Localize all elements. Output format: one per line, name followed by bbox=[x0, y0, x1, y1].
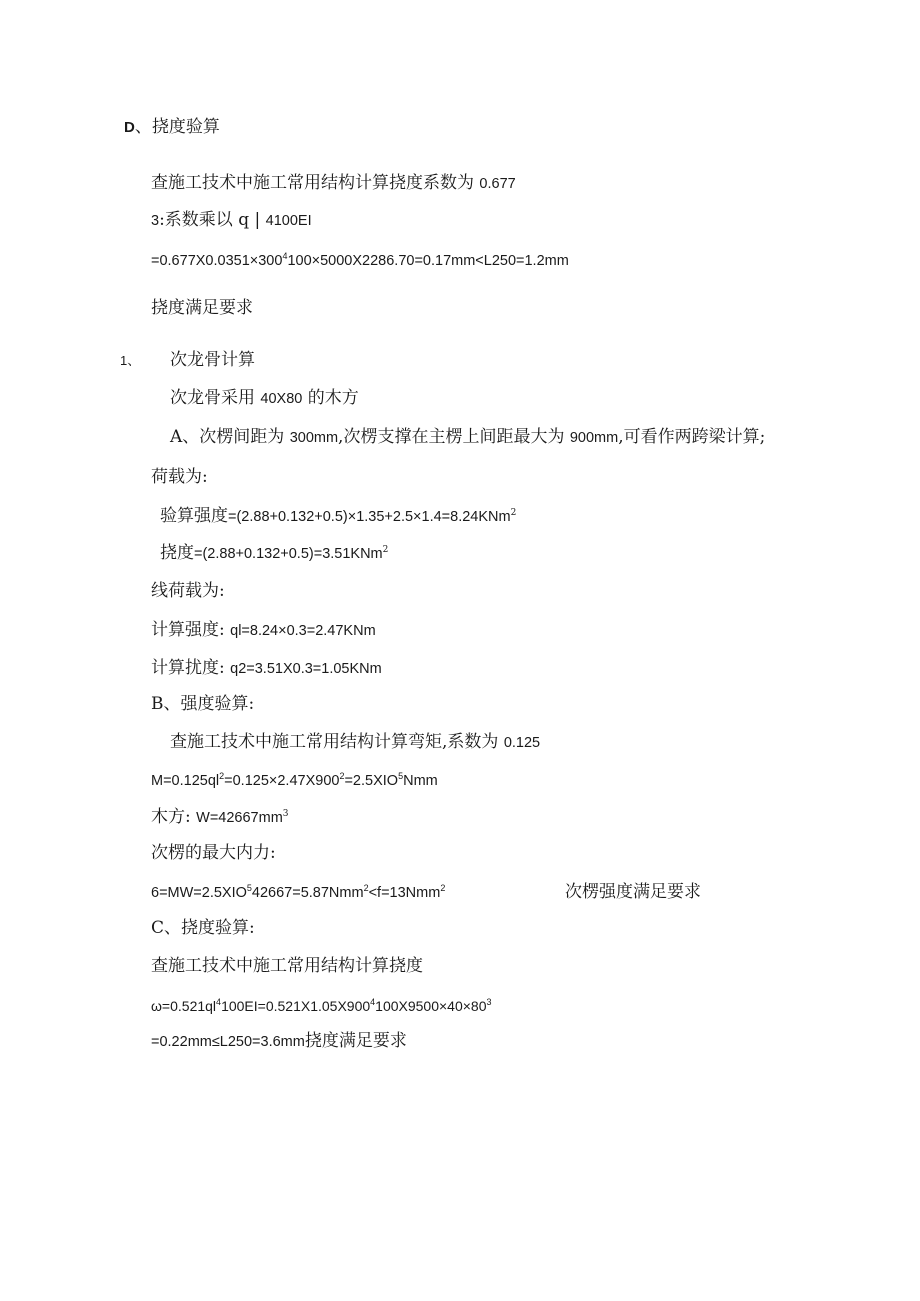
section-d-conclusion: 挠度满足要求 bbox=[151, 298, 253, 318]
section-d-title: 、挠度验算 bbox=[134, 117, 220, 137]
section-1-title: 次龙骨计算 bbox=[170, 350, 255, 370]
strength-formula: =(2.88+0.132+0.5)×1.35+2.5×1.4=8.24KNm bbox=[228, 509, 511, 525]
moment-formula bbox=[151, 771, 438, 789]
c-text: 查施工技术中施工常用结构计算挠度 bbox=[151, 956, 423, 976]
m-c: =2.5XIO bbox=[344, 773, 399, 789]
section-d-formula-a: =0.677X0.0351×300 bbox=[151, 253, 283, 269]
stress-sup2: 2 bbox=[363, 883, 369, 893]
stress-a: 6=MW=2.5XIO bbox=[151, 885, 247, 901]
final-conclusion: 挠度满足要求 bbox=[304, 1031, 407, 1051]
deflect-label: 挠度 bbox=[160, 543, 194, 563]
b-label: B、强度验算: bbox=[151, 694, 255, 714]
a-num1: 300mm bbox=[289, 430, 339, 446]
section-d-heading bbox=[124, 119, 220, 136]
desc-prefix: 次龙骨采用 bbox=[170, 388, 255, 408]
m-a: M=0.125ql bbox=[151, 773, 220, 789]
section-d-line1-num: 0.677 bbox=[479, 176, 516, 192]
omega-a: ω=0.521ql bbox=[151, 998, 217, 1014]
stress-sup3: 2 bbox=[440, 883, 446, 893]
b-text: 查施工技术中施工常用结构计算弯矩,系数为 bbox=[170, 732, 499, 752]
final-formula: =0.22mm≤L250=3.6mm bbox=[151, 1034, 305, 1050]
m-d: Nmm bbox=[403, 773, 438, 789]
omega-sup3: 3 bbox=[486, 997, 492, 1007]
stress-conclusion: 次楞强度满足要求 bbox=[565, 882, 701, 902]
omega-b: 100EI=0.521X1.05X900 bbox=[221, 998, 371, 1014]
strength-sup: 2 bbox=[510, 508, 517, 518]
stress-c: <f=13Nmm bbox=[368, 885, 441, 901]
calc-strength-line bbox=[151, 622, 376, 639]
section-d-line2-prefix: 3 bbox=[151, 213, 160, 229]
b-text-line bbox=[170, 734, 540, 751]
strength-line bbox=[160, 508, 516, 525]
strength-label: 验算强度 bbox=[160, 506, 228, 526]
m-b: =0.125×2.47X900 bbox=[224, 773, 340, 789]
omega-c: 100X9500×40×80 bbox=[375, 998, 487, 1014]
deflect-formula: =(2.88+0.132+0.5)=3.51KNm bbox=[194, 546, 383, 562]
a-num2: 900mm bbox=[569, 430, 619, 446]
calc-strength-formula: ql=8.24×0.3=2.47KNm bbox=[230, 623, 376, 639]
omega-sup1: 4 bbox=[216, 997, 222, 1007]
wood-line bbox=[151, 809, 289, 826]
deflect-sup: 2 bbox=[382, 545, 389, 555]
section-d-line2 bbox=[151, 212, 312, 229]
load-label: 荷载为: bbox=[151, 467, 208, 487]
calc-deflect-label: 计算扰度: bbox=[151, 658, 225, 678]
section-d-line2-text: :系数乘以 q bbox=[159, 210, 250, 230]
section-d-marker: D bbox=[124, 119, 135, 136]
section-d-formula-b: 100×5000X2286.70=0.17mm<L250=1.2mm bbox=[287, 253, 569, 269]
deflect-line bbox=[160, 545, 388, 562]
line-load-label: 线荷载为: bbox=[151, 581, 225, 601]
c-label: C、挠度验算: bbox=[151, 918, 255, 938]
omega-sup2: 4 bbox=[370, 997, 376, 1007]
desc-num: 40X80 bbox=[260, 391, 303, 407]
stress-sup1: 5 bbox=[246, 883, 252, 893]
section-a-line bbox=[170, 429, 765, 446]
section-1-number: 1、 bbox=[120, 353, 141, 368]
section-1-desc bbox=[170, 390, 359, 407]
final-line bbox=[151, 1033, 407, 1050]
stress-b: 42667=5.87Nmm bbox=[251, 885, 364, 901]
calc-deflect-formula: q2=3.51X0.3=1.05KNm bbox=[230, 661, 382, 677]
calc-deflect-line bbox=[151, 660, 382, 677]
section-d-formula-sup: 4 bbox=[282, 251, 288, 261]
wood-formula: W=42667mm bbox=[196, 810, 283, 826]
section-d-line1-text: 查施工技术中施工常用结构计算挠度系数为 bbox=[151, 173, 474, 193]
m-sup2: 2 bbox=[339, 771, 345, 781]
a-mid: ,次楞支撑在主楞上间距最大为 bbox=[338, 427, 565, 447]
stress-formula bbox=[151, 883, 446, 901]
wood-sup: 3 bbox=[282, 809, 289, 819]
section-d-line2-bar: | bbox=[254, 210, 261, 230]
section-d-line2-num: 4100EI bbox=[265, 213, 312, 229]
a-suffix: ,可看作两跨梁计算; bbox=[618, 427, 766, 447]
max-force-label: 次楞的最大内力: bbox=[151, 843, 276, 863]
desc-suffix: 的木方 bbox=[307, 388, 359, 408]
wood-label: 木方: bbox=[151, 807, 191, 827]
calc-strength-label: 计算强度: bbox=[151, 620, 225, 640]
m-sup1: 2 bbox=[219, 771, 225, 781]
omega-formula bbox=[151, 999, 492, 1013]
section-d-line1 bbox=[151, 175, 516, 192]
b-num: 0.125 bbox=[503, 735, 541, 751]
section-d-formula bbox=[151, 251, 569, 269]
a-label: A、次楞间距为 bbox=[170, 427, 285, 447]
m-sup3: 5 bbox=[398, 771, 404, 781]
